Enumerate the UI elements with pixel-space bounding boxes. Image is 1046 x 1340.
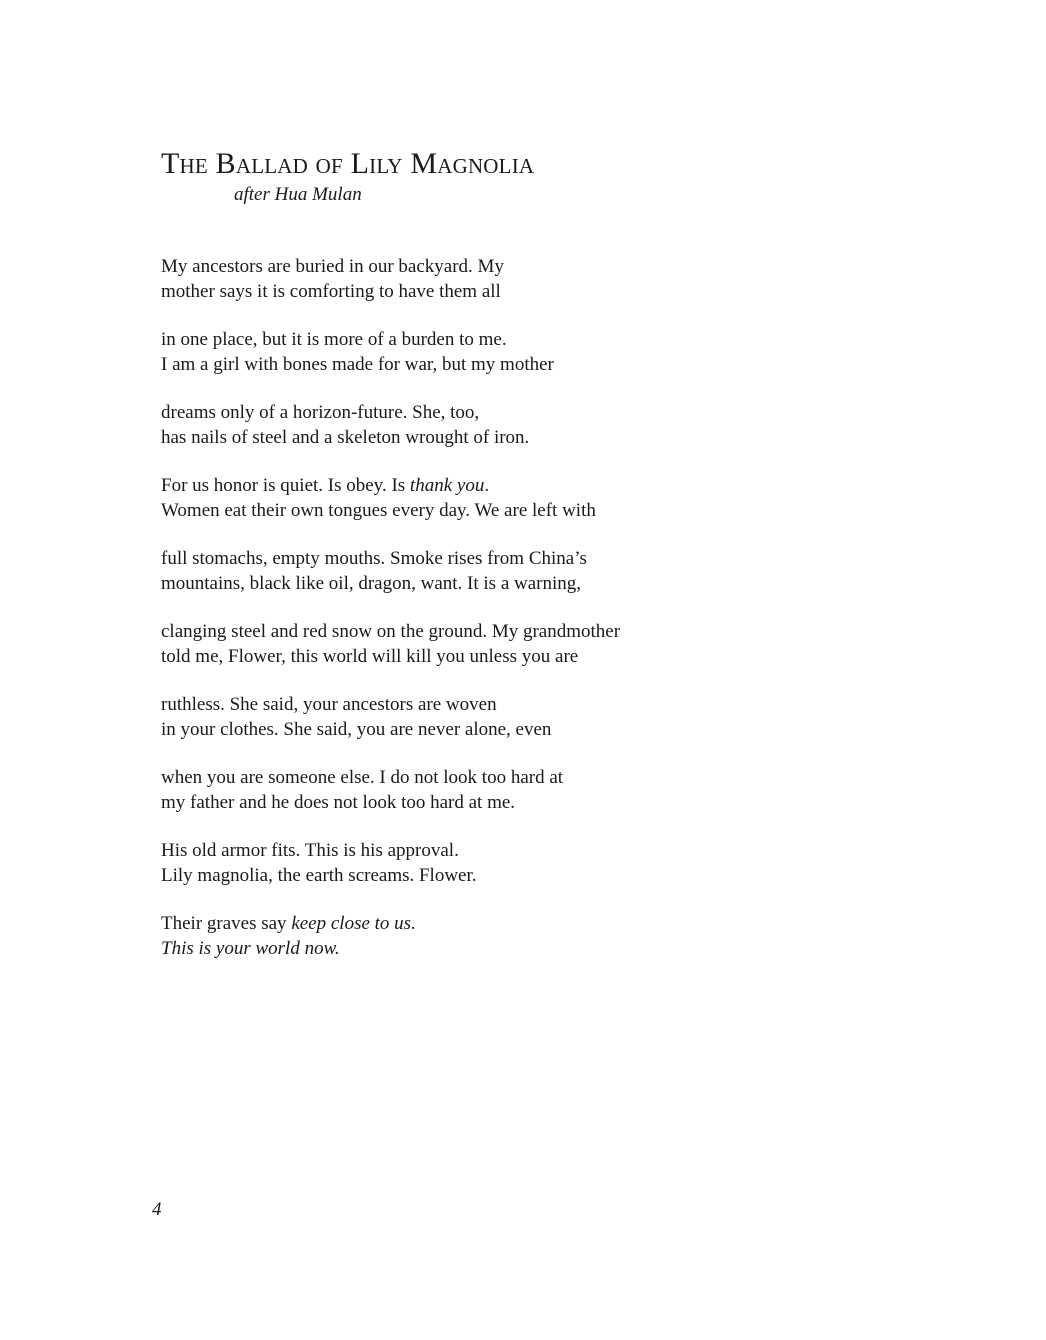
poem-subtitle: after Hua Mulan xyxy=(234,184,362,205)
line-text: mountains, black like oil, dragon, want. It is a warning, xyxy=(161,572,582,594)
line-text: my father and he does not look too hard at me. xyxy=(161,791,516,813)
poem-line xyxy=(161,718,861,743)
stanza xyxy=(161,766,861,815)
line-text: Lily magnolia, the earth screams. Flower. xyxy=(161,864,477,886)
italic-phrase: keep close to us. xyxy=(291,913,416,934)
poem-line xyxy=(161,791,861,816)
stanza xyxy=(161,547,861,596)
poem-line xyxy=(161,645,861,670)
stanza xyxy=(161,401,861,450)
line-text: For us honor is quiet. Is obey. Is xyxy=(161,475,410,496)
italic-phrase: thank you xyxy=(409,475,485,496)
page-number: 4 xyxy=(152,1199,162,1220)
stanza xyxy=(161,474,861,523)
poem-line xyxy=(161,474,861,499)
stanza xyxy=(161,839,861,888)
line-text: full stomachs, empty mouths. Smoke rises from China’s xyxy=(161,548,587,569)
stanza xyxy=(161,328,861,377)
line-text: My ancestors are buried in our backyard. My xyxy=(161,256,504,277)
poem-line xyxy=(161,864,861,889)
stanza xyxy=(161,693,861,742)
line-text: has nails of steel and a skeleton wrought of iron. xyxy=(161,426,530,448)
line-text: Women eat their own tongues every day. We are left with xyxy=(161,499,596,521)
poem-line xyxy=(161,620,861,645)
line-text: told me, Flower, this world will kill you unless you are xyxy=(161,645,579,667)
line-text: I am a girl with bones made for war, but my mother xyxy=(161,353,554,375)
line-text: in one place, but it is more of a burden to me. xyxy=(161,329,507,350)
poem-line xyxy=(161,426,861,451)
stanza xyxy=(161,255,861,304)
poem-line xyxy=(161,353,861,378)
poem-line xyxy=(161,839,861,864)
line-text: ruthless. She said, your ancestors are woven xyxy=(161,694,497,715)
line-text: in your clothes. She said, you are never alone, even xyxy=(161,718,552,740)
poem-line xyxy=(161,280,861,305)
line-text: dreams only of a horizon-future. She, too, xyxy=(161,402,480,423)
poem-line xyxy=(161,912,861,937)
poem-line xyxy=(161,693,861,718)
poem-line xyxy=(161,766,861,791)
italic-phrase: This is your world now. xyxy=(161,937,340,959)
poem-line xyxy=(161,547,861,572)
stanza xyxy=(161,620,861,669)
line-text: clanging steel and red snow on the ground. My grandmother xyxy=(161,621,621,642)
poem-line xyxy=(161,401,861,426)
line-text: when you are someone else. I do not look too hard at xyxy=(161,767,564,788)
line-text: His old armor fits. This is his approval. xyxy=(161,840,459,861)
stanza xyxy=(161,912,861,961)
poem-line xyxy=(161,328,861,353)
poem-line xyxy=(161,572,861,597)
poem-line xyxy=(161,255,861,280)
poem-line xyxy=(161,499,861,524)
poem-line xyxy=(161,937,861,962)
line-text: mother says it is comforting to have them all xyxy=(161,280,501,302)
line-text: . xyxy=(484,475,490,496)
poem-title: The Ballad of Lily Magnolia xyxy=(161,147,535,180)
line-text: Their graves say xyxy=(161,913,292,934)
poem-body xyxy=(161,255,861,985)
